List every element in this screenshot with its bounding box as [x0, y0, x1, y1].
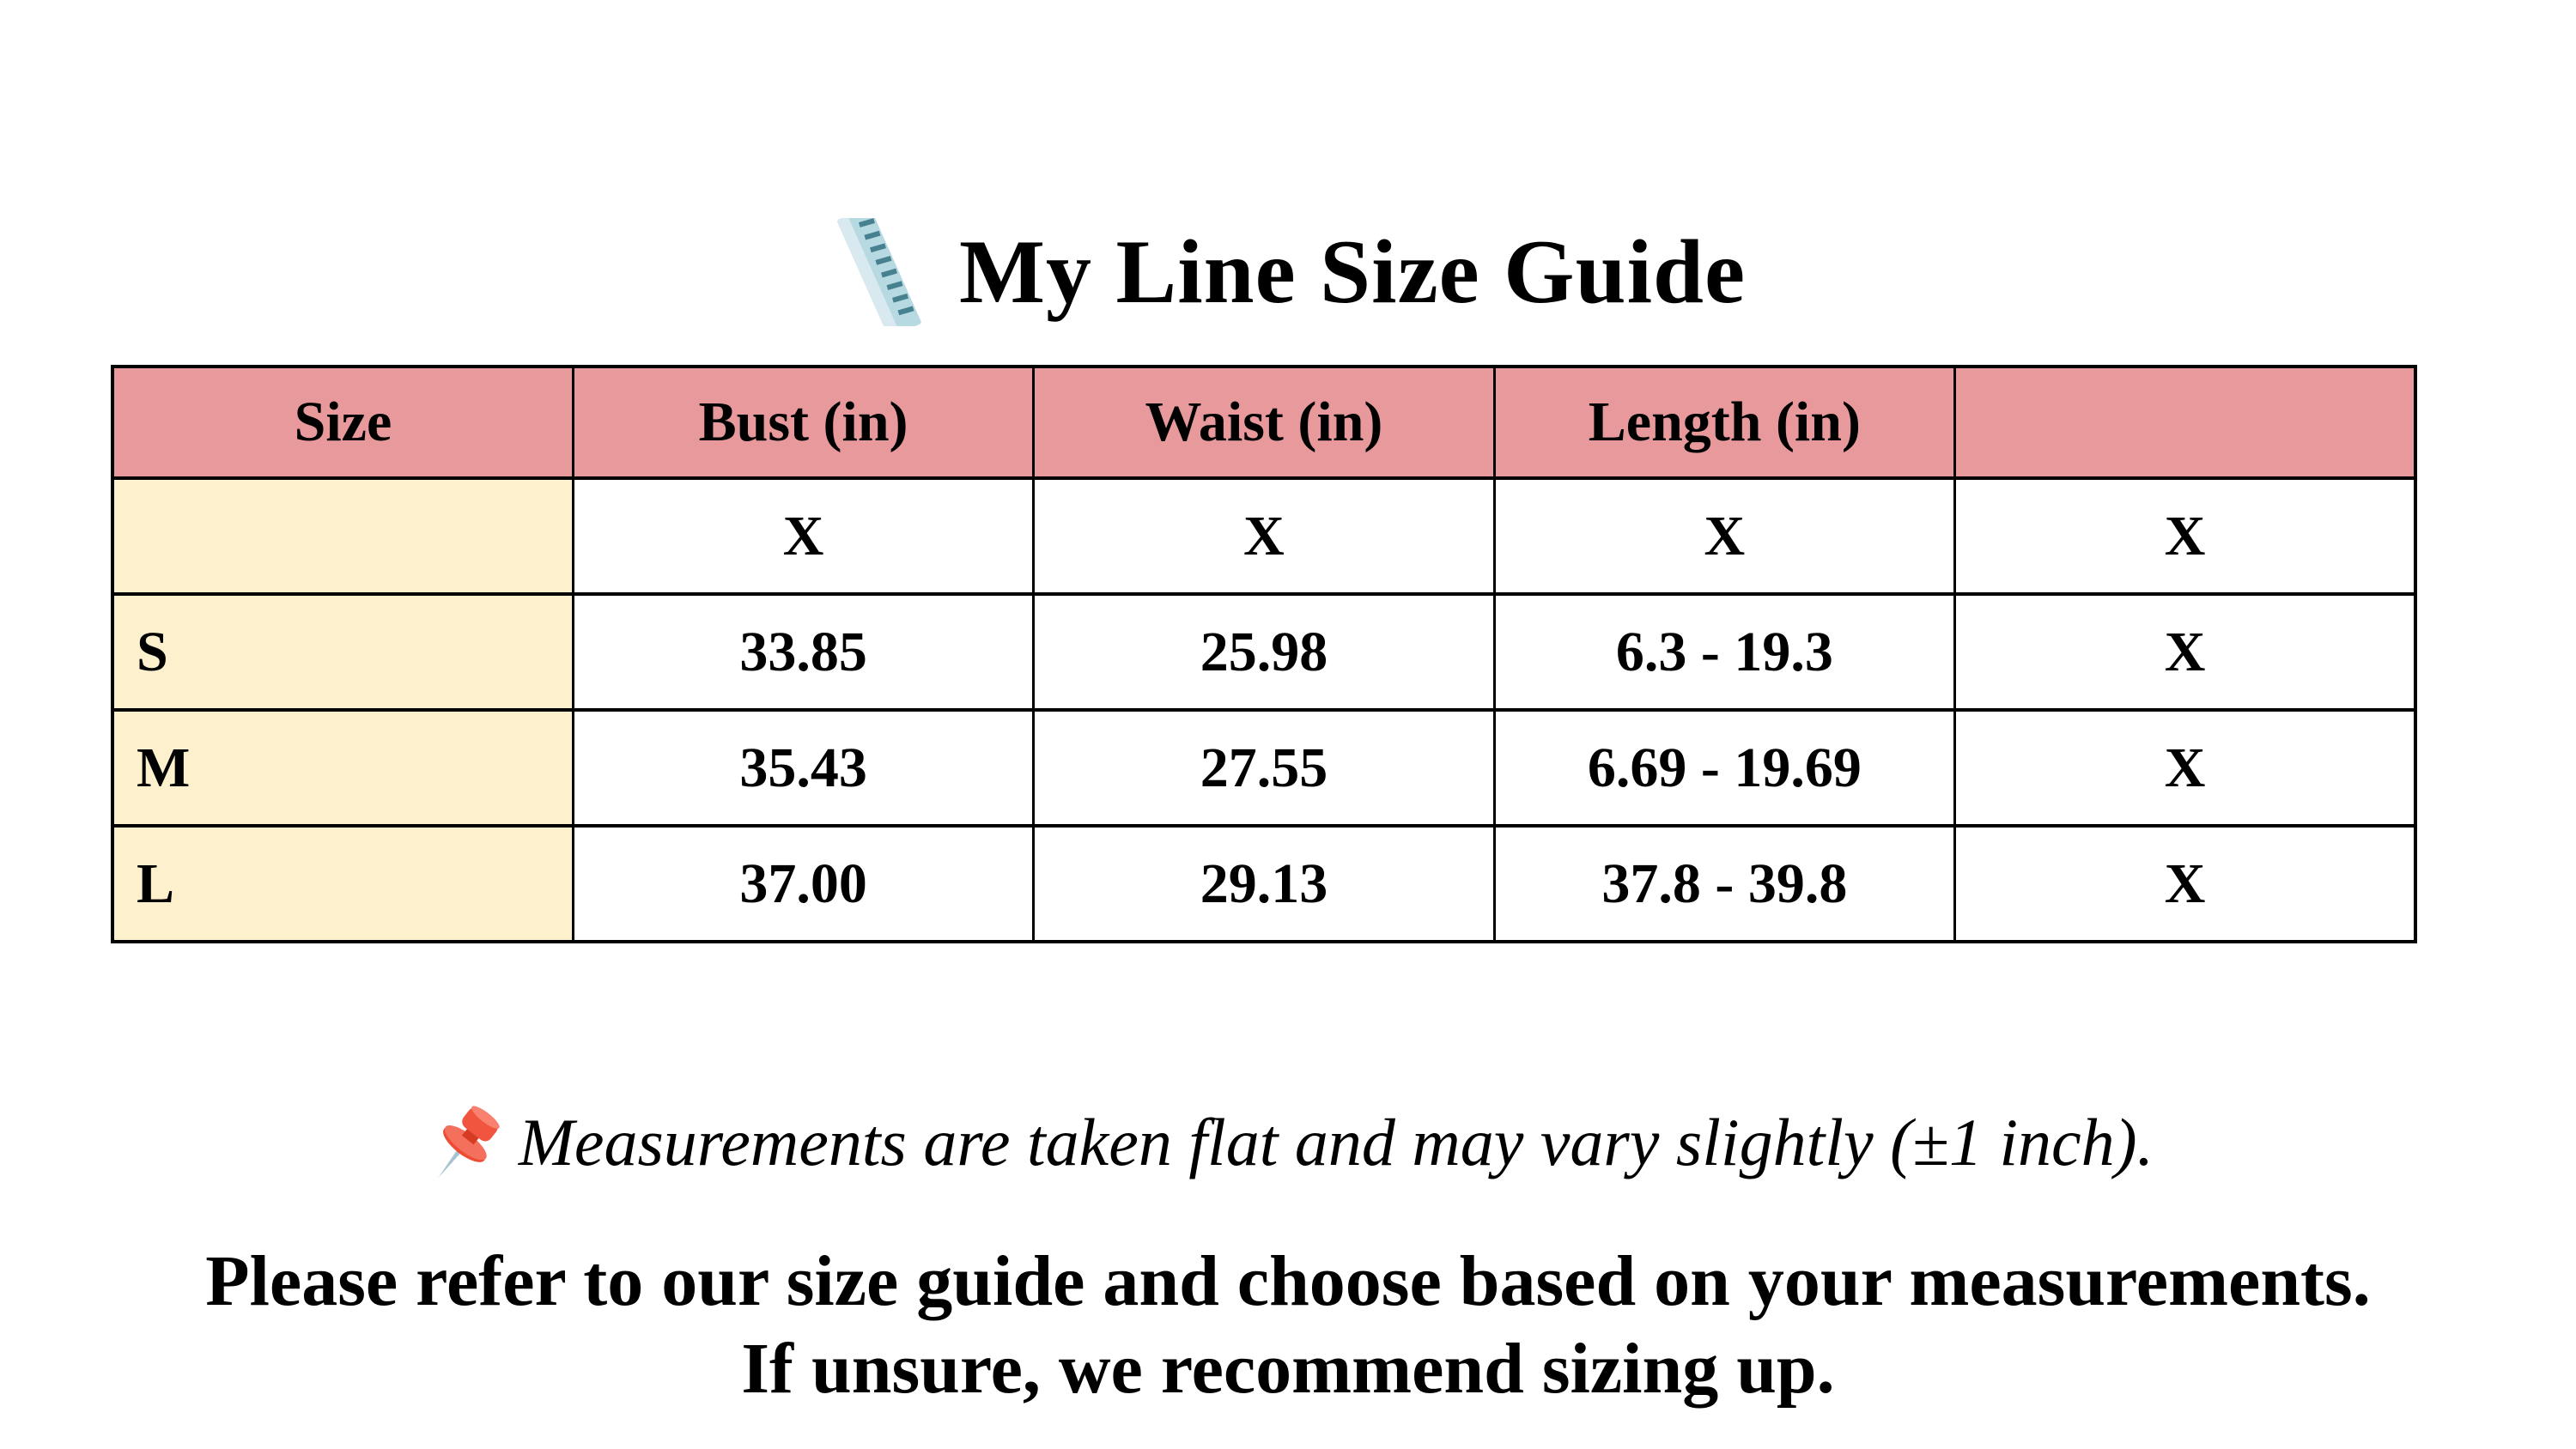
- table-row: [112, 710, 2415, 826]
- extra-cell: X: [1955, 826, 2415, 942]
- footer-line-1: Please refer to our size guide and choose based on your measurements.: [205, 1241, 2371, 1321]
- length-cell: X: [1494, 478, 1954, 594]
- pushpin-icon: [422, 1092, 505, 1193]
- table-row: [112, 478, 2415, 594]
- size-table: [111, 365, 2417, 943]
- ruler-icon: [830, 218, 927, 326]
- length-cell: 37.8 - 39.8: [1494, 826, 1954, 942]
- table-row: [112, 826, 2415, 942]
- waist-cell: 25.98: [1034, 594, 1494, 710]
- table-row: [112, 594, 2415, 710]
- waist-cell: 27.55: [1034, 710, 1494, 826]
- waist-cell: X: [1034, 478, 1494, 594]
- size-cell: M: [112, 710, 573, 826]
- length-cell: 6.69 - 19.69: [1494, 710, 1954, 826]
- header-cell-length: Length (in): [1494, 367, 1954, 478]
- extra-cell: X: [1955, 710, 2415, 826]
- note-text: Measurements are taken flat and may vary slightly (±1 inch).: [518, 1105, 2154, 1179]
- bust-cell: 35.43: [573, 710, 1033, 826]
- extra-cell: X: [1955, 594, 2415, 710]
- extra-cell: X: [1955, 478, 2415, 594]
- size-cell: S: [112, 594, 573, 710]
- page-title-row: [0, 208, 2576, 336]
- header-cell-extra: [1955, 367, 2415, 478]
- header-cell-bust: Bust (in): [573, 367, 1033, 478]
- length-cell: 6.3 - 19.3: [1494, 594, 1954, 710]
- size-cell: [112, 478, 573, 594]
- page-title: My Line Size Guide: [958, 221, 1747, 322]
- bust-cell: X: [573, 478, 1033, 594]
- measurement-note: [0, 1092, 2576, 1193]
- size-cell: L: [112, 826, 573, 942]
- footer-advice: [0, 1238, 2576, 1413]
- header-cell-waist: Waist (in): [1034, 367, 1494, 478]
- footer-line-2: If unsure, we recommend sizing up.: [741, 1329, 1835, 1409]
- table-header-row: [112, 367, 2415, 478]
- bust-cell: 37.00: [573, 826, 1033, 942]
- waist-cell: 29.13: [1034, 826, 1494, 942]
- header-cell-size: Size: [112, 367, 573, 478]
- bust-cell: 33.85: [573, 594, 1033, 710]
